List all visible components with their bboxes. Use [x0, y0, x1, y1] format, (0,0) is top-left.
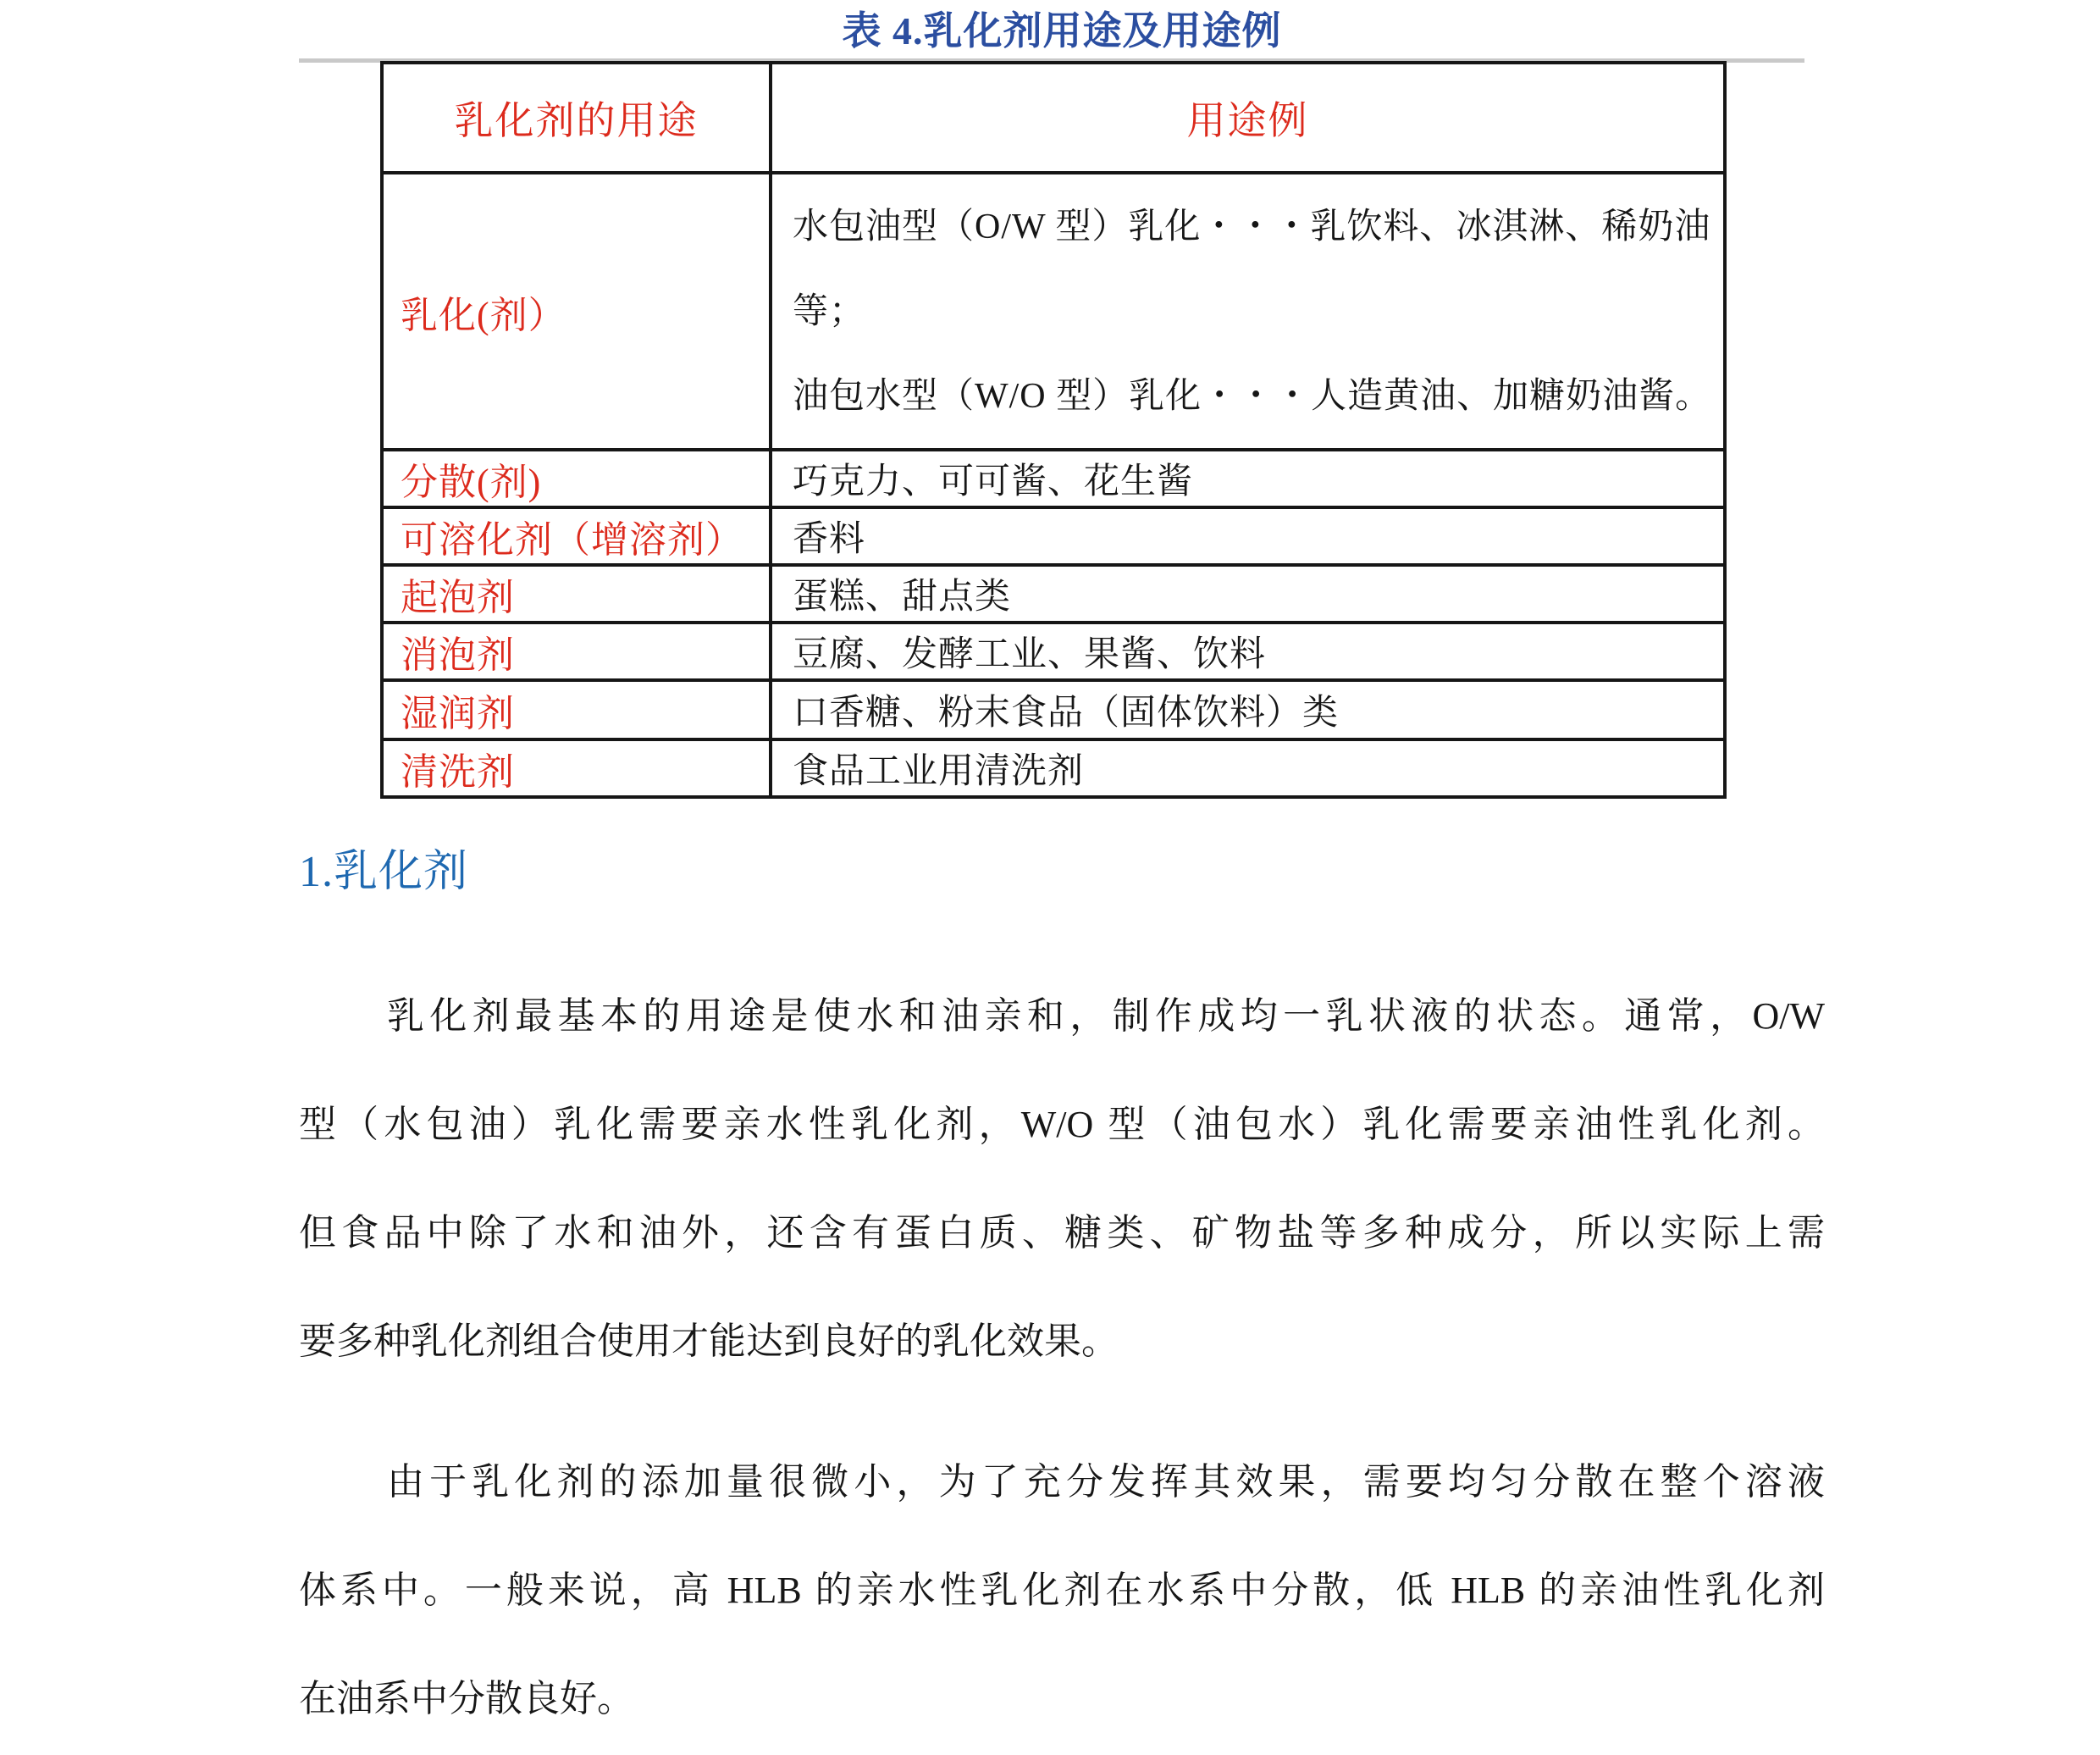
use-label-defoaming: 消泡剂	[382, 623, 771, 680]
use-label-emulsification: 乳化(剂）	[382, 173, 771, 450]
column-header-example: 用途例	[771, 63, 1725, 173]
example-cell-cleaning: 食品工业用清洗剂	[771, 739, 1725, 797]
paragraph-line: 在油系中分散良好。	[299, 1678, 634, 1719]
use-label-dispersion: 分散(剂)	[382, 450, 771, 507]
example-cell-defoaming: 豆腐、发酵工业、果酱、饮料	[771, 623, 1725, 680]
use-label-foaming: 起泡剂	[382, 565, 771, 623]
paragraph-line: 要多种乳化剂组合使用才能达到良好的乳化效果。	[299, 1320, 1119, 1362]
use-label-wetting: 湿润剂	[382, 680, 771, 739]
column-header-use: 乳化剂的用途	[382, 63, 771, 173]
table-header-row	[382, 63, 1725, 173]
table-row	[382, 173, 1725, 450]
section-heading-emulsifier: 1.乳化剂	[299, 848, 469, 896]
table-row	[382, 507, 1725, 565]
paragraph	[299, 1428, 1825, 1753]
table-row	[382, 623, 1725, 680]
paragraph-line: 型（水包油）乳化需要亲水性乳化剂，W/O 型（油包水）乳化需要亲油性乳化剂。	[299, 1104, 1825, 1145]
paragraph-line: 但食品中除了水和油外，还含有蛋白质、糖类、矿物盐等多种成分，所以实际上需	[299, 1212, 1825, 1254]
table-row	[382, 565, 1725, 623]
example-cell-wetting: 口香糖、粉末食品（固体饮料）类	[771, 680, 1725, 739]
example-line: 油包水型（W/O 型）乳化・・・人造黄油、加糖奶油酱。	[793, 376, 1712, 416]
paragraph	[299, 962, 1825, 1396]
emulsifier-uses-table	[380, 61, 1727, 799]
paragraph-line: 乳化剂最基本的用途是使水和油亲和，制作成均一乳状液的状态。通常，O/W	[387, 995, 1825, 1037]
example-line: 等；	[793, 291, 866, 331]
paragraph-line: 体系中。一般来说，高 HLB 的亲水性乳化剂在水系中分散，低 HLB 的亲油性乳化剂	[299, 1570, 1825, 1611]
example-cell-dispersion: 巧克力、可可酱、花生酱	[771, 450, 1725, 507]
example-cell-foaming: 蛋糕、甜点类	[771, 565, 1725, 623]
use-label-cleaning: 清洗剂	[382, 739, 771, 797]
example-line: 水包油型（O/W 型）乳化・・・乳饮料、冰淇淋、稀奶油	[793, 207, 1711, 246]
table-row	[382, 450, 1725, 507]
table-row	[382, 739, 1725, 797]
table-row	[382, 680, 1725, 739]
example-cell-solubilization: 香料	[771, 507, 1725, 565]
use-label-solubilization: 可溶化剂（增溶剂）	[382, 507, 771, 565]
table-caption: 表 4.乳化剂用途及用途例	[842, 9, 1282, 53]
example-cell-emulsification	[771, 173, 1725, 450]
paragraph-line: 由于乳化剂的添加量很微小，为了充分发挥其效果，需要均匀分散在整个溶液	[387, 1461, 1825, 1503]
